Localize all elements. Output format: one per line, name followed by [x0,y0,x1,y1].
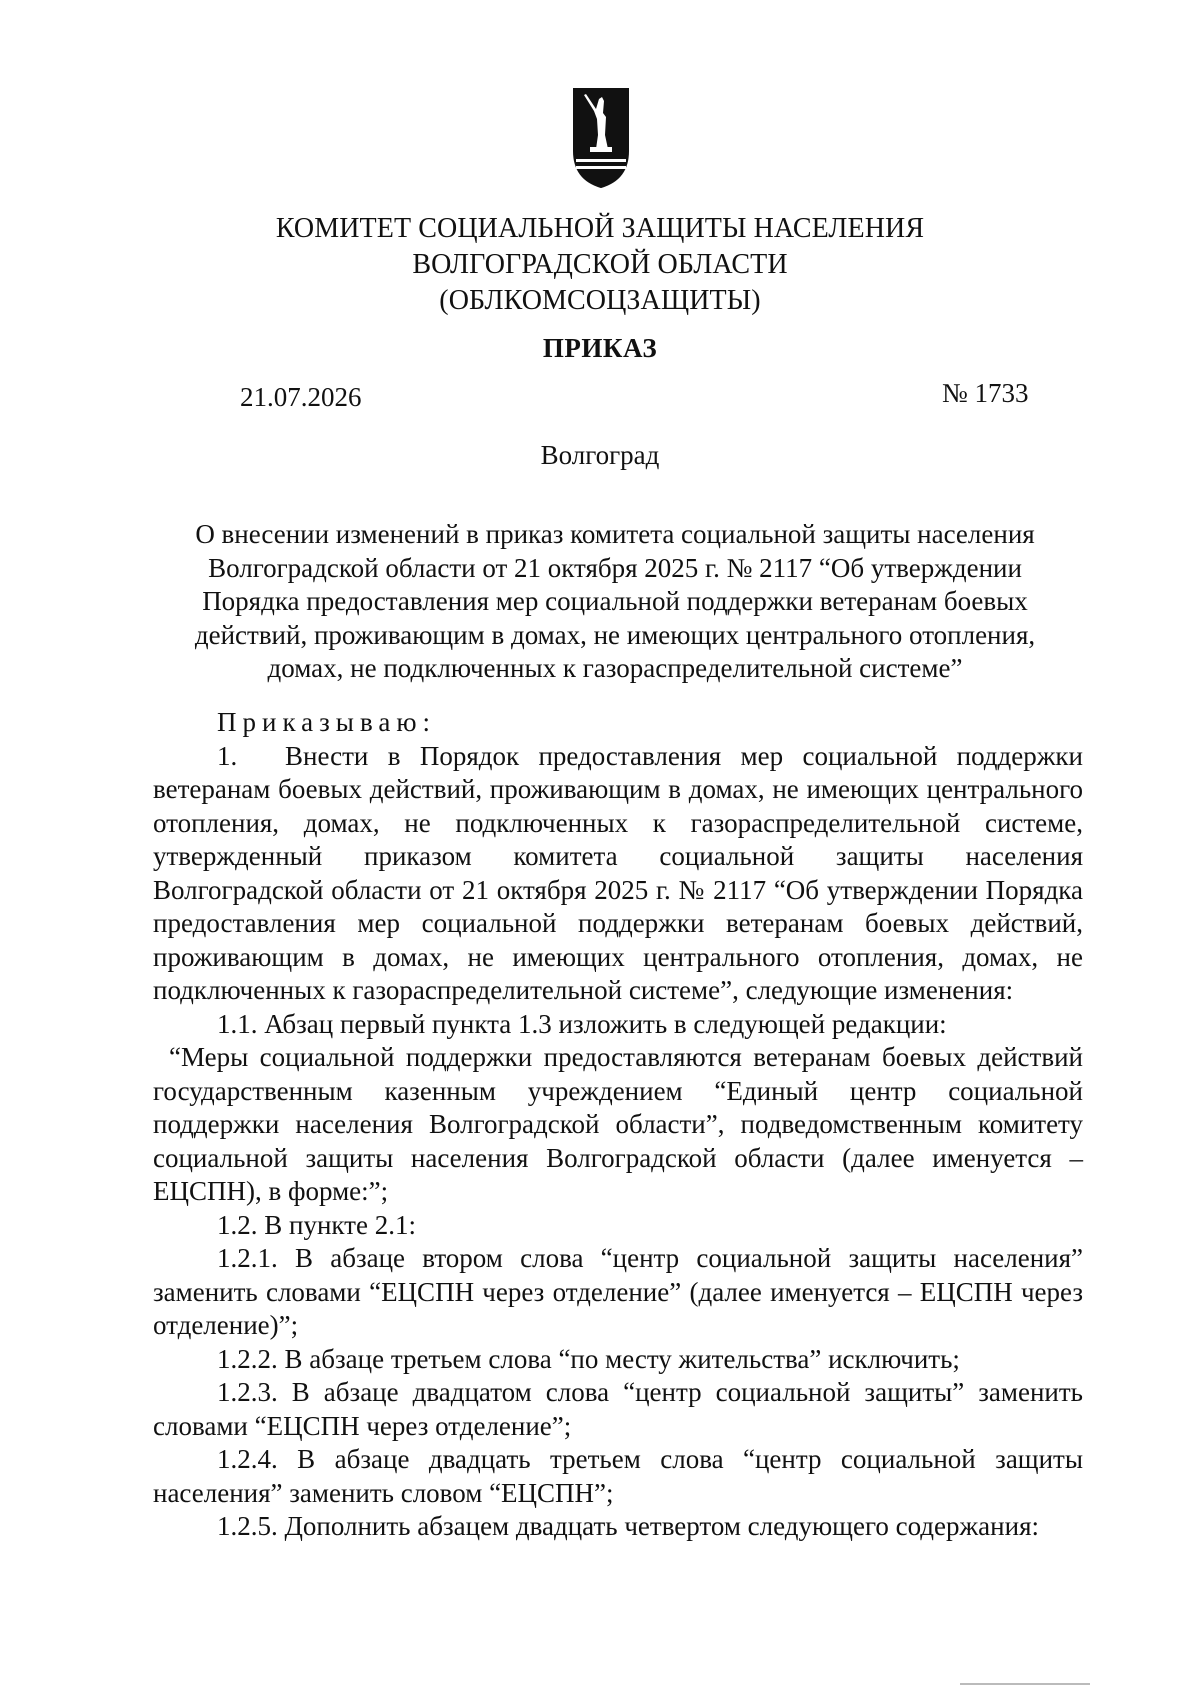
paragraph-1-2-1: 1.2.1. В абзаце втором слова “центр социальной защиты населения” заменить словами “ЕЦСПН через отделение” (далее именуется – ЕЦСПН через отделение)”; [153,1243,1083,1340]
paragraph-quote: “Меры социальной поддержки предоставляются ветеранам боевых действий государственным казенным учреждением “Единый центр социальной поддержки населения Волгоградской области”, подведомственным комитету социальной защиты населения Волгоградской области (далее именуется – ЕЦСПН), в форме:”; [153,1042,1083,1206]
subject-line: действий, проживающим в домах, не имеющих центрального отопления, [194,619,1036,650]
document-city: Волгоград [540,440,660,470]
paragraph-1-2: 1.2. В пункте 2.1: [217,1209,416,1240]
subject-line: Порядка предоставления мер социальной поддержки ветеранам боевых [202,586,1028,616]
paragraph-1-2-3: 1.2.3. В абзаце двадцатом слова “центр социальной защиты” заменить словами “ЕЦСПН через отделение”; [153,1377,1083,1441]
paragraph-item-1 [153,740,1083,1008]
subject-line: домах, не подключенных к газораспределительной системе” [267,653,963,683]
org-name-line-2: ВОЛГОГРАДСКОЙ ОБЛАСТИ [412,249,788,280]
document-subject [150,518,1080,686]
org-name-line-3: (ОБЛКОМСОЦЗАЩИТЫ) [439,285,761,316]
paragraph-1-2-4: 1.2.4. В абзаце двадцать третьем слова “центр социальной защиты населения” заменить словом “ЕЦСПН”; [153,1444,1083,1508]
document-number: № 1733 [942,378,1029,408]
document-type: ПРИКАЗ [542,333,658,363]
order-word: Приказываю: [217,707,436,737]
scan-artifact [960,1683,1090,1685]
item-text: Внести в Порядок предоставления мер социальной поддержки ветеранам боевых действий, проживающим в домах, не имеющих центрального отопления, домах, не подключенных к газораспределительной системе, утвержденный приказом комитета социальной защиты населения Волгоградской области от 21 октября 2025 г. № 2117 “Об утверждении Порядка предоставления мер социальной поддержки ветеранам боевых действий, проживающим в домах, не имеющих центрального отопления, домах, не подключенных к газораспределительной системе”, следующие изменения: [153,740,1083,1005]
paragraph-1-2-5: 1.2.5. Дополнить абзацем двадцать четвертом следующего содержания: [217,1511,1039,1541]
paragraph-1-1: 1.1. Абзац первый пункта 1.3 изложить в следующей редакции: [217,1008,947,1039]
org-name-line-1: КОМИТЕТ СОЦИАЛЬНОЙ ЗАЩИТЫ НАСЕЛЕНИЯ [275,213,925,244]
subject-line: Волгоградской области от 21 октября 2025 г. № 2117 “Об утверждении [208,552,1022,583]
coat-of-arms-icon [572,87,630,189]
document-date: 21.07.2026 [240,382,362,412]
document-body [153,706,1083,1544]
item-number: 1. [217,740,238,771]
paragraph-1-2-2: 1.2.2. В абзаце третьем слова “по месту жительства” исключить; [217,1343,960,1374]
subject-line: О внесении изменений в приказ комитета социальной защиты населения [195,519,1035,549]
